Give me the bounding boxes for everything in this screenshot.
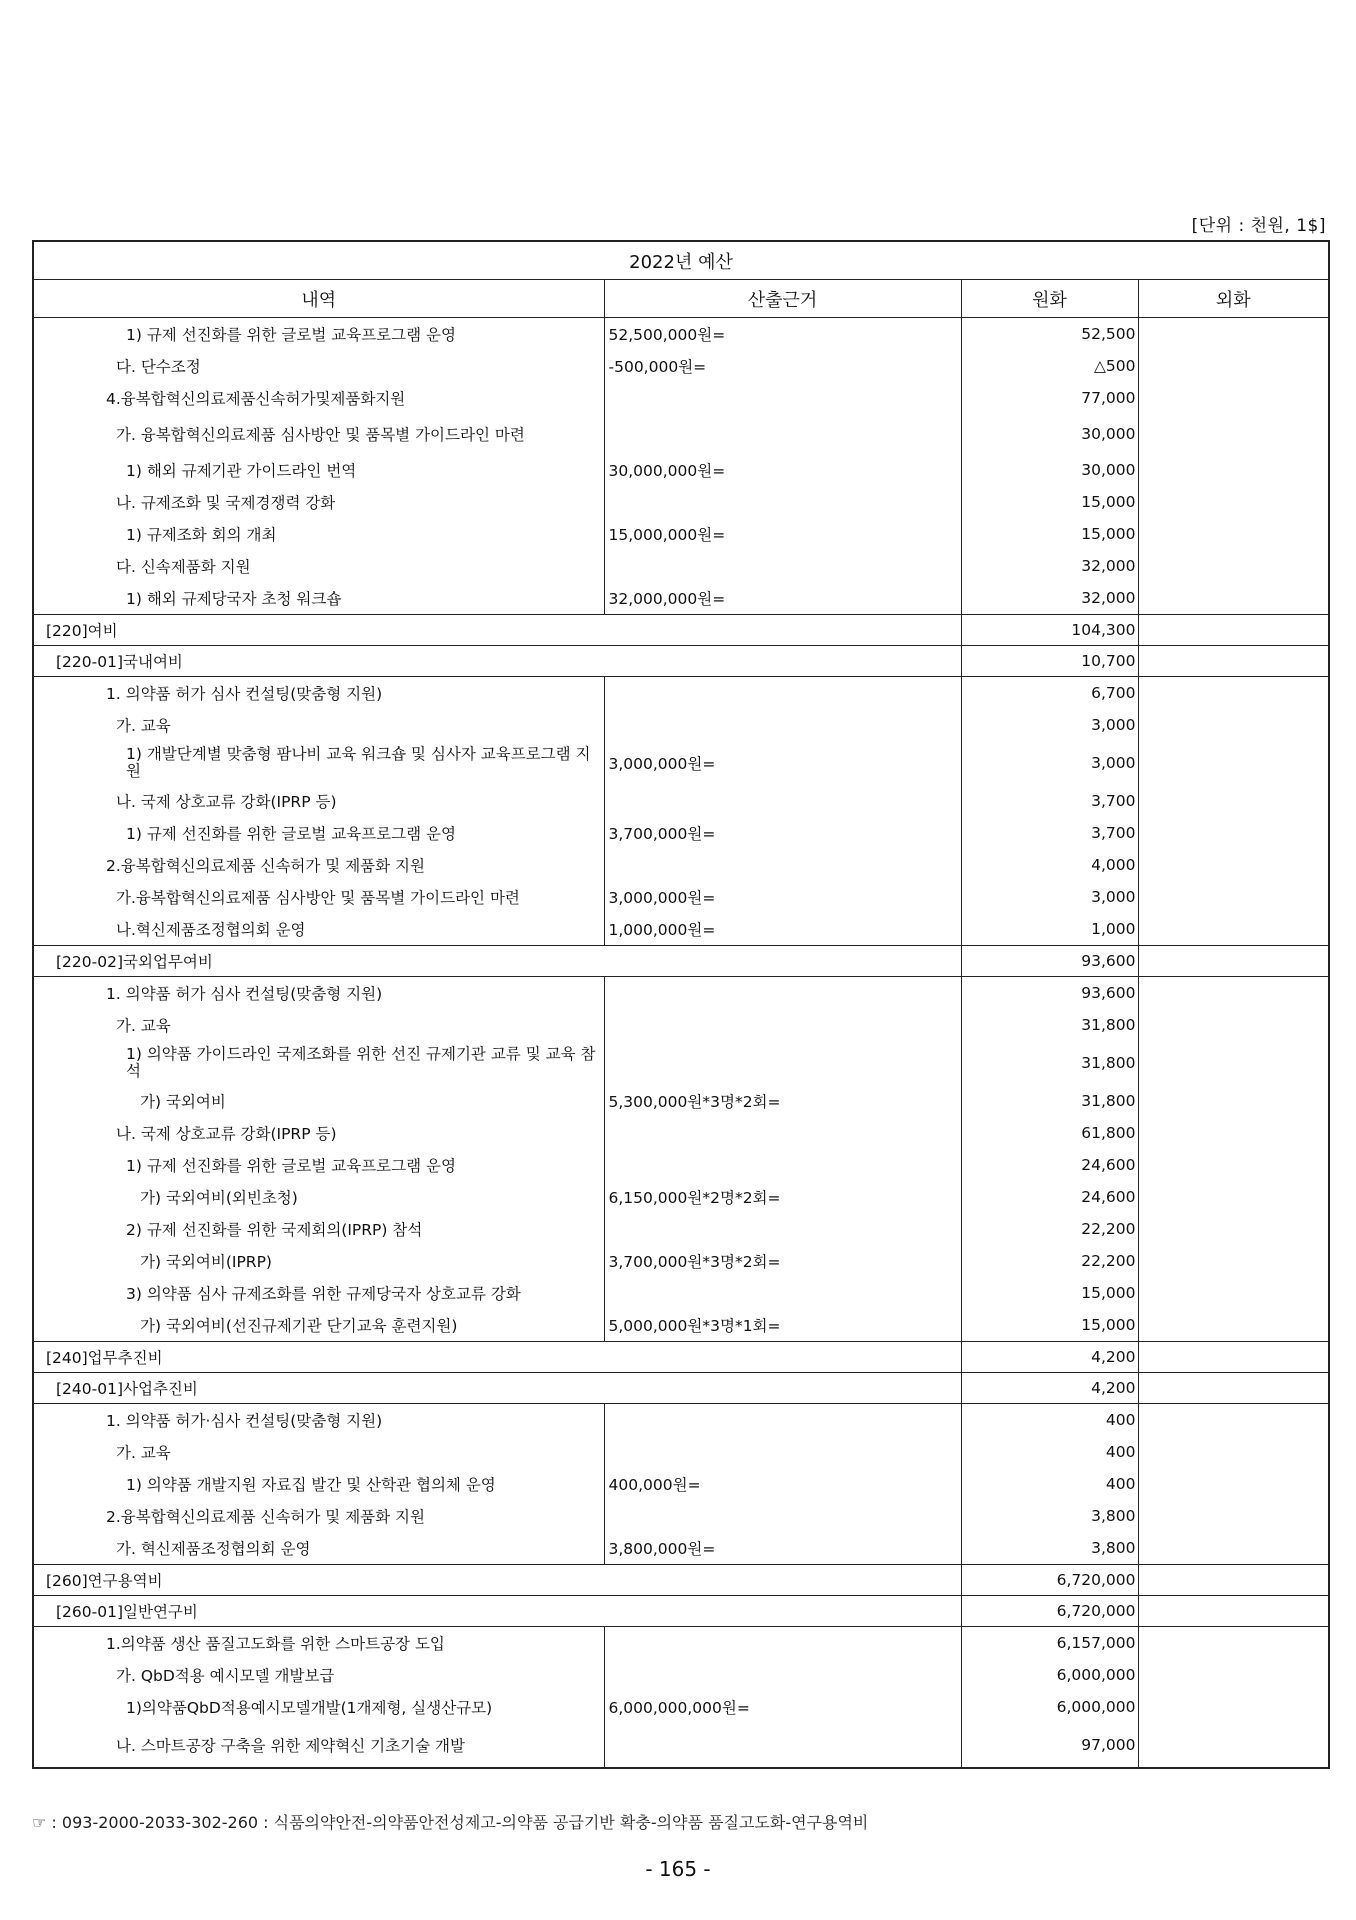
table-row xyxy=(33,1041,1329,1085)
table-row xyxy=(33,414,1329,454)
table-row xyxy=(33,849,1329,881)
section-row xyxy=(33,615,1329,646)
header-basis: 산출근거 xyxy=(604,280,961,318)
row-description: 가. 혁신제품조정협의회 운영 xyxy=(33,1532,604,1565)
row-krw: 3,800 xyxy=(961,1500,1138,1532)
row-description: 1) 해외 규제당국자 초청 워크숍 xyxy=(33,582,604,615)
row-basis: 5,000,000원*3명*1회= xyxy=(604,1309,961,1342)
row-basis: -500,000원= xyxy=(604,350,961,382)
row-description: 나. 규제조화 및 국제경쟁력 강화 xyxy=(33,486,604,518)
row-fx xyxy=(1138,1245,1329,1277)
row-fx xyxy=(1138,881,1329,913)
row-krw: 93,600 xyxy=(961,977,1138,1010)
row-basis: 32,000,000원= xyxy=(604,582,961,615)
row-basis: 1,000,000원= xyxy=(604,913,961,946)
row-basis xyxy=(604,550,961,582)
row-description: 1) 규제조화 회의 개최 xyxy=(33,518,604,550)
row-basis: 3,000,000원= xyxy=(604,881,961,913)
row-description: 2) 규제 선진화를 위한 국제회의(IPRP) 참석 xyxy=(33,1213,604,1245)
table-row xyxy=(33,1436,1329,1468)
row-description: 1. 의약품 허가·심사 컨설팅(맞춤형 지원) xyxy=(33,1404,604,1437)
row-basis xyxy=(604,785,961,817)
row-description: [260]연구용역비 xyxy=(33,1565,961,1596)
row-krw: 400 xyxy=(961,1436,1138,1468)
row-fx xyxy=(1138,550,1329,582)
row-description: 2.융복합혁신의료제품 신속허가 및 제품화 지원 xyxy=(33,1500,604,1532)
table-row xyxy=(33,350,1329,382)
table-row xyxy=(33,1085,1329,1117)
row-krw: △500 xyxy=(961,350,1138,382)
row-basis: 6,150,000원*2명*2회= xyxy=(604,1181,961,1213)
row-krw: 6,157,000 xyxy=(961,1627,1138,1660)
row-fx xyxy=(1138,913,1329,946)
row-description: 가.융복합혁신의료제품 심사방안 및 품목별 가이드라인 마련 xyxy=(33,881,604,913)
table-row xyxy=(33,1309,1329,1342)
table-row xyxy=(33,1723,1329,1768)
table-row xyxy=(33,1245,1329,1277)
row-krw: 6,700 xyxy=(961,677,1138,710)
row-krw: 52,500 xyxy=(961,318,1138,351)
row-krw: 4,000 xyxy=(961,849,1138,881)
row-basis: 5,300,000원*3명*2회= xyxy=(604,1085,961,1117)
row-basis: 52,500,000원= xyxy=(604,318,961,351)
row-krw: 104,300 xyxy=(961,615,1138,646)
row-krw: 30,000 xyxy=(961,454,1138,486)
row-description: 가. 교육 xyxy=(33,1436,604,1468)
row-basis: 3,800,000원= xyxy=(604,1532,961,1565)
row-basis xyxy=(604,1500,961,1532)
row-fx xyxy=(1138,977,1329,1010)
row-fx xyxy=(1138,1404,1329,1437)
row-krw: 4,200 xyxy=(961,1373,1138,1404)
row-krw: 31,800 xyxy=(961,1009,1138,1041)
row-fx xyxy=(1138,1041,1329,1085)
row-fx xyxy=(1138,785,1329,817)
table-row xyxy=(33,1468,1329,1500)
row-fx xyxy=(1138,1565,1329,1596)
row-krw: 1,000 xyxy=(961,913,1138,946)
row-krw: 15,000 xyxy=(961,518,1138,550)
row-description: 가. 융복합혁신의료제품 심사방안 및 품목별 가이드라인 마련 xyxy=(33,414,604,454)
row-description: 1) 개발단계별 맞춤형 팜나비 교육 워크숍 및 심사자 교육프로그램 지원 xyxy=(33,741,604,785)
row-basis xyxy=(604,382,961,414)
row-fx xyxy=(1138,1691,1329,1723)
row-description: 1) 의약품 가이드라인 국제조화를 위한 선진 규제기관 교류 및 교육 참석 xyxy=(33,1041,604,1085)
row-fx xyxy=(1138,486,1329,518)
row-fx xyxy=(1138,1009,1329,1041)
section-row xyxy=(33,1342,1329,1373)
row-fx xyxy=(1138,709,1329,741)
row-fx xyxy=(1138,1277,1329,1309)
table-row xyxy=(33,677,1329,710)
table-row xyxy=(33,582,1329,615)
row-basis: 3,700,000원= xyxy=(604,817,961,849)
row-description: 가) 국외여비(선진규제기관 단기교육 훈련지원) xyxy=(33,1309,604,1342)
table-row xyxy=(33,454,1329,486)
table-row xyxy=(33,977,1329,1010)
table-row xyxy=(33,741,1329,785)
row-basis xyxy=(604,1627,961,1660)
row-basis xyxy=(604,1041,961,1085)
row-krw: 3,700 xyxy=(961,785,1138,817)
row-basis xyxy=(604,849,961,881)
row-description: 1) 해외 규제기관 가이드라인 번역 xyxy=(33,454,604,486)
row-krw: 61,800 xyxy=(961,1117,1138,1149)
row-krw: 93,600 xyxy=(961,946,1138,977)
row-description: 가) 국외여비 xyxy=(33,1085,604,1117)
row-basis xyxy=(604,1009,961,1041)
row-description: [220]여비 xyxy=(33,615,961,646)
table-row xyxy=(33,1691,1329,1723)
row-basis xyxy=(604,977,961,1010)
header-description: 내역 xyxy=(33,280,604,318)
table-row xyxy=(33,1659,1329,1691)
row-krw: 30,000 xyxy=(961,414,1138,454)
table-row xyxy=(33,318,1329,351)
row-description: 나.혁신제품조정협의회 운영 xyxy=(33,913,604,946)
row-krw: 400 xyxy=(961,1404,1138,1437)
row-fx xyxy=(1138,350,1329,382)
row-description: 2.융복합혁신의료제품 신속허가 및 제품화 지원 xyxy=(33,849,604,881)
table-row xyxy=(33,1404,1329,1437)
page-number: - 165 - xyxy=(645,1857,711,1881)
row-description: 나. 스마트공장 구축을 위한 제약혁신 기초기술 개발 xyxy=(33,1723,604,1768)
row-fx xyxy=(1138,1373,1329,1404)
row-krw: 15,000 xyxy=(961,1309,1138,1342)
row-basis: 15,000,000원= xyxy=(604,518,961,550)
row-description: 나. 국제 상호교류 강화(IPRP 등) xyxy=(33,785,604,817)
row-krw: 3,000 xyxy=(961,881,1138,913)
row-krw: 400 xyxy=(961,1468,1138,1500)
row-krw: 77,000 xyxy=(961,382,1138,414)
table-row xyxy=(33,709,1329,741)
row-basis: 30,000,000원= xyxy=(604,454,961,486)
row-krw: 24,600 xyxy=(961,1149,1138,1181)
table-row xyxy=(33,550,1329,582)
row-description: 가. 교육 xyxy=(33,709,604,741)
row-description: 1) 의약품 개발지원 자료집 발간 및 산학관 협의체 운영 xyxy=(33,1468,604,1500)
row-krw: 22,200 xyxy=(961,1213,1138,1245)
row-krw: 31,800 xyxy=(961,1041,1138,1085)
row-description: 다. 단수조정 xyxy=(33,350,604,382)
table-title: 2022년 예산 xyxy=(33,241,1329,280)
row-fx xyxy=(1138,1723,1329,1768)
row-krw: 97,000 xyxy=(961,1723,1138,1768)
row-description: 가. QbD적용 예시모델 개발보급 xyxy=(33,1659,604,1691)
row-description: 1) 규제 선진화를 위한 글로벌 교육프로그램 운영 xyxy=(33,318,604,351)
row-fx xyxy=(1138,1532,1329,1565)
section-row xyxy=(33,1596,1329,1627)
row-fx xyxy=(1138,1436,1329,1468)
row-fx xyxy=(1138,1149,1329,1181)
row-fx xyxy=(1138,1309,1329,1342)
table-row xyxy=(33,1213,1329,1245)
header-krw: 원화 xyxy=(961,280,1138,318)
table-row xyxy=(33,913,1329,946)
row-description: 1. 의약품 허가 심사 컨설팅(맞춤형 지원) xyxy=(33,977,604,1010)
row-fx xyxy=(1138,1181,1329,1213)
row-basis xyxy=(604,1149,961,1181)
table-row xyxy=(33,881,1329,913)
row-fx xyxy=(1138,849,1329,881)
row-description: 나. 국제 상호교류 강화(IPRP 등) xyxy=(33,1117,604,1149)
row-basis xyxy=(604,1117,961,1149)
row-fx xyxy=(1138,1500,1329,1532)
row-description: 1)의약품QbD적용예시모델개발(1개제형, 실생산규모) xyxy=(33,1691,604,1723)
row-fx xyxy=(1138,1627,1329,1660)
table-row xyxy=(33,1181,1329,1213)
row-basis xyxy=(604,1659,961,1691)
row-krw: 3,800 xyxy=(961,1532,1138,1565)
row-description: 다. 신속제품화 지원 xyxy=(33,550,604,582)
row-fx xyxy=(1138,414,1329,454)
row-basis xyxy=(604,1404,961,1437)
section-row xyxy=(33,946,1329,977)
table-row xyxy=(33,817,1329,849)
row-krw: 6,000,000 xyxy=(961,1659,1138,1691)
row-description: [260-01]일반연구비 xyxy=(33,1596,961,1627)
table-row xyxy=(33,1532,1329,1565)
table-row xyxy=(33,1500,1329,1532)
row-krw: 24,600 xyxy=(961,1181,1138,1213)
budget-table xyxy=(32,240,1330,1769)
row-basis xyxy=(604,414,961,454)
row-krw: 10,700 xyxy=(961,646,1138,677)
row-basis xyxy=(604,1213,961,1245)
row-description: 3) 의약품 심사 규제조화를 위한 규제당국자 상호교류 강화 xyxy=(33,1277,604,1309)
table-row xyxy=(33,1149,1329,1181)
row-fx xyxy=(1138,817,1329,849)
row-fx xyxy=(1138,741,1329,785)
row-fx xyxy=(1138,646,1329,677)
row-description: 1. 의약품 허가 심사 컨설팅(맞춤형 지원) xyxy=(33,677,604,710)
row-basis xyxy=(604,1277,961,1309)
row-fx xyxy=(1138,1085,1329,1117)
row-krw: 4,200 xyxy=(961,1342,1138,1373)
row-krw: 6,720,000 xyxy=(961,1565,1138,1596)
table-row xyxy=(33,785,1329,817)
row-fx xyxy=(1138,454,1329,486)
row-description: 가) 국외여비(외빈초청) xyxy=(33,1181,604,1213)
row-fx xyxy=(1138,1342,1329,1373)
row-description: 4.융복합혁신의료제품신속허가및제품화지원 xyxy=(33,382,604,414)
row-fx xyxy=(1138,677,1329,710)
row-description: [240-01]사업추진비 xyxy=(33,1373,961,1404)
row-basis xyxy=(604,709,961,741)
section-row xyxy=(33,1565,1329,1596)
header-fx: 외화 xyxy=(1138,280,1329,318)
unit-label: [단위 : 천원, 1$] xyxy=(1191,216,1326,236)
table-row xyxy=(33,1009,1329,1041)
row-fx xyxy=(1138,1468,1329,1500)
row-fx xyxy=(1138,582,1329,615)
row-basis: 400,000원= xyxy=(604,1468,961,1500)
row-fx xyxy=(1138,1117,1329,1149)
table-row xyxy=(33,1277,1329,1309)
table-row xyxy=(33,1117,1329,1149)
row-krw: 22,200 xyxy=(961,1245,1138,1277)
table-body xyxy=(33,318,1329,1769)
row-basis xyxy=(604,486,961,518)
row-fx xyxy=(1138,382,1329,414)
row-description: 1) 규제 선진화를 위한 글로벌 교육프로그램 운영 xyxy=(33,817,604,849)
table-row xyxy=(33,486,1329,518)
row-krw: 32,000 xyxy=(961,550,1138,582)
row-basis xyxy=(604,677,961,710)
row-description: [240]업무추진비 xyxy=(33,1342,961,1373)
table-row xyxy=(33,518,1329,550)
row-basis xyxy=(604,1436,961,1468)
row-fx xyxy=(1138,946,1329,977)
row-description: 가. 교육 xyxy=(33,1009,604,1041)
row-basis: 3,700,000원*3명*2회= xyxy=(604,1245,961,1277)
row-krw: 6,000,000 xyxy=(961,1691,1138,1723)
table-row xyxy=(33,1627,1329,1660)
row-krw: 3,700 xyxy=(961,817,1138,849)
row-description: 1.의약품 생산 품질고도화를 위한 스마트공장 도입 xyxy=(33,1627,604,1660)
footnote: ☞ : 093-2000-2033-302-260 : 식품의약안전-의약품안전성제고-의약품 공급기반 확충-의약품 품질고도화-연구용역비 xyxy=(32,1813,869,1832)
row-krw: 6,720,000 xyxy=(961,1596,1138,1627)
row-fx xyxy=(1138,1596,1329,1627)
row-description: 가) 국외여비(IPRP) xyxy=(33,1245,604,1277)
row-fx xyxy=(1138,318,1329,351)
row-fx xyxy=(1138,518,1329,550)
row-krw: 15,000 xyxy=(961,486,1138,518)
row-fx xyxy=(1138,1659,1329,1691)
row-basis xyxy=(604,1723,961,1768)
row-description: [220-01]국내여비 xyxy=(33,646,961,677)
row-krw: 3,000 xyxy=(961,709,1138,741)
row-basis: 6,000,000,000원= xyxy=(604,1691,961,1723)
section-row xyxy=(33,646,1329,677)
row-krw: 3,000 xyxy=(961,741,1138,785)
row-fx xyxy=(1138,615,1329,646)
row-krw: 32,000 xyxy=(961,582,1138,615)
row-description: [220-02]국외업무여비 xyxy=(33,946,961,977)
row-krw: 31,800 xyxy=(961,1085,1138,1117)
table-row xyxy=(33,382,1329,414)
section-row xyxy=(33,1373,1329,1404)
row-description: 1) 규제 선진화를 위한 글로벌 교육프로그램 운영 xyxy=(33,1149,604,1181)
row-fx xyxy=(1138,1213,1329,1245)
row-basis: 3,000,000원= xyxy=(604,741,961,785)
row-krw: 15,000 xyxy=(961,1277,1138,1309)
